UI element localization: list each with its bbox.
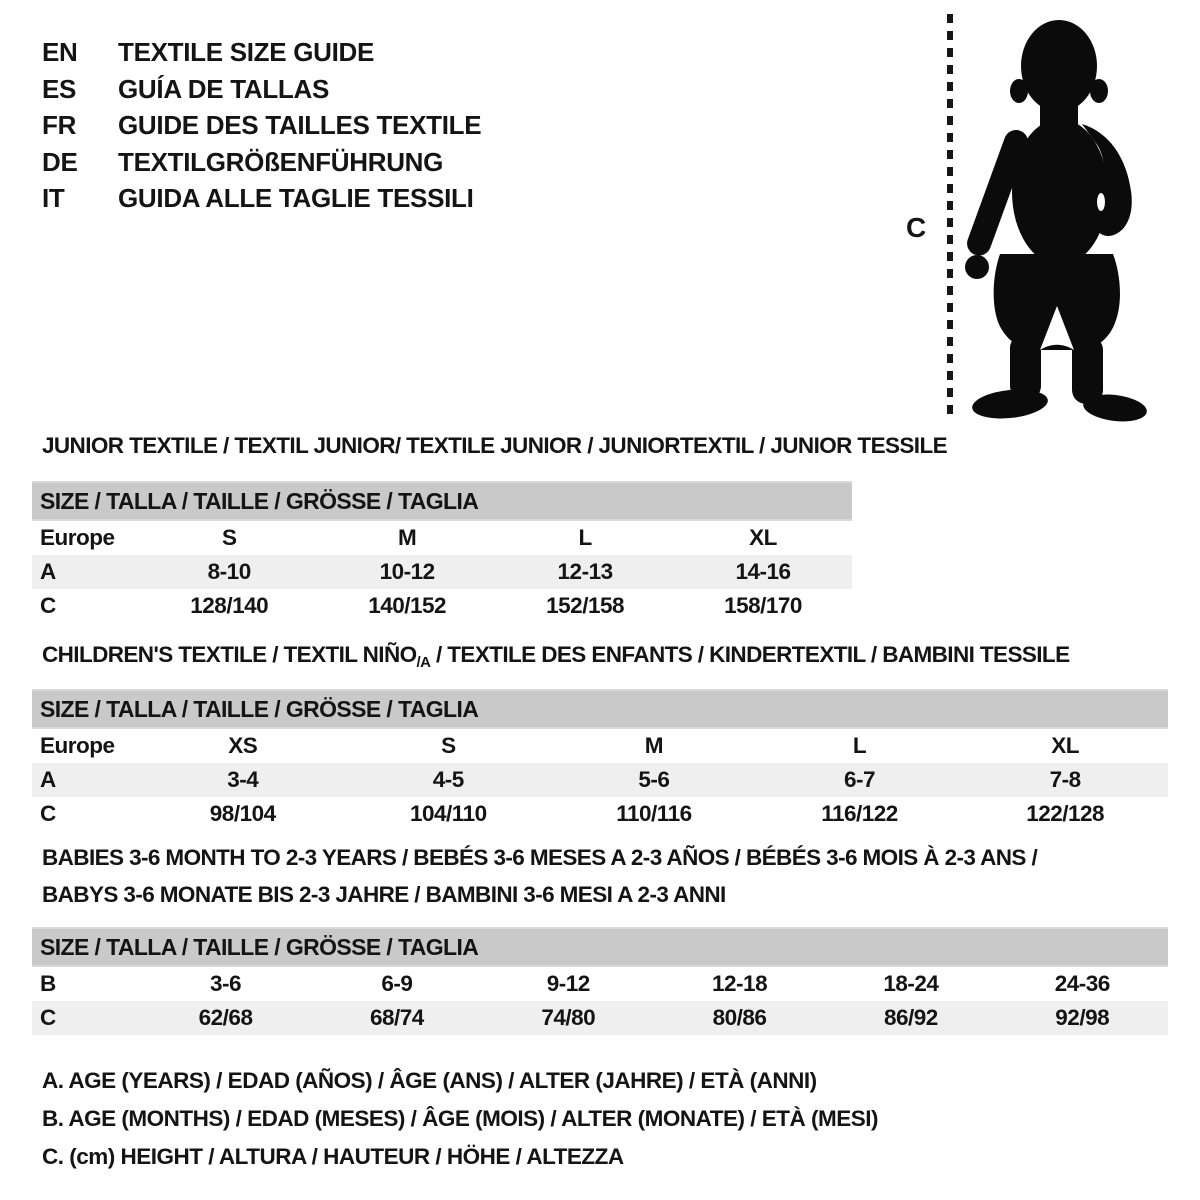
- size-cell: 3-4: [227, 767, 259, 792]
- size-cell: 116/122: [821, 801, 898, 826]
- children-row-height: [32, 797, 1168, 831]
- size-cell: 14-16: [735, 559, 791, 584]
- size-cell: 110/116: [616, 801, 692, 826]
- size-cell: M: [644, 733, 664, 758]
- row-label: A: [40, 767, 56, 792]
- junior-row-age: [32, 555, 852, 589]
- size-header-band: [32, 927, 1168, 967]
- size-cell: 158/170: [724, 593, 802, 618]
- children-title-pre: CHILDREN'S TEXTILE / TEXTIL NIÑO: [42, 642, 417, 667]
- language-row-es: [42, 71, 481, 108]
- children-title-sub: /A: [416, 654, 431, 671]
- height-measure-label: C: [906, 212, 926, 243]
- size-cell: 5-6: [638, 767, 670, 792]
- row-label: Europe: [40, 525, 115, 550]
- size-cell: 140/152: [368, 593, 447, 618]
- babies-size-table: [32, 927, 1168, 1035]
- language-row-fr: [42, 107, 481, 144]
- row-label: B: [40, 971, 56, 996]
- size-cell: L: [578, 525, 592, 550]
- size-cell: 98/104: [209, 801, 276, 826]
- size-cell: 62/68: [198, 1005, 253, 1030]
- language-row-it: [42, 180, 481, 217]
- size-cell: 122/128: [1026, 801, 1105, 826]
- guide-title: GUÍA DE TALLAS: [118, 73, 330, 104]
- size-cell: XL: [1051, 733, 1080, 758]
- size-cell: 12-18: [712, 971, 768, 996]
- footnote-age-years: A. AGE (YEARS) / EDAD (AÑOS) / ÂGE (ANS) / ALTER (JAHRE) / ETÀ (ANNI): [42, 1068, 817, 1093]
- row-label: C: [40, 1005, 56, 1030]
- language-code: FR: [42, 110, 77, 140]
- size-cell: 8-10: [207, 559, 251, 584]
- language-code: DE: [42, 146, 78, 177]
- junior-row-height: [32, 589, 852, 623]
- size-cell: M: [398, 525, 417, 550]
- children-row-age: [32, 763, 1168, 797]
- babies-section-title-line2: BABYS 3-6 MONATE BIS 2-3 JAHRE / BAMBINI 3-6 MESI A 2-3 ANNI: [42, 882, 726, 907]
- row-label: A: [40, 559, 56, 584]
- size-header-label: SIZE / TALLA / TAILLE / GRÖSSE / TAGLIA: [40, 487, 479, 514]
- size-cell: S: [221, 525, 237, 550]
- guide-title: GUIDE DES TAILLES TEXTILE: [118, 110, 482, 140]
- size-cell: 74/80: [541, 1005, 596, 1030]
- language-title-list: [42, 34, 481, 217]
- size-cell: 24-36: [1054, 971, 1110, 996]
- row-label: C: [40, 593, 56, 618]
- size-cell: 7-8: [1049, 767, 1081, 792]
- size-cell: 92/98: [1055, 1005, 1110, 1030]
- legend-footnotes: [42, 1062, 878, 1176]
- size-cell: 86/92: [883, 1005, 938, 1030]
- footnote-height-cm: C. (cm) HEIGHT / ALTURA / HAUTEUR / HÖHE / ALTEZZA: [42, 1144, 624, 1169]
- size-cell: 6-9: [381, 971, 413, 996]
- language-code: ES: [42, 73, 77, 104]
- guide-title: TEXTILE SIZE GUIDE: [118, 37, 375, 67]
- size-cell: 9-12: [546, 971, 590, 996]
- size-cell: XL: [749, 525, 777, 550]
- size-header-band: [32, 481, 852, 521]
- junior-row-europe: [32, 521, 852, 555]
- size-cell: 104/110: [410, 801, 487, 826]
- children-section-title: [42, 642, 1070, 671]
- babies-row-height: [32, 1001, 1168, 1035]
- size-cell: 128/140: [190, 593, 269, 618]
- babies-section-title-line1: BABIES 3-6 MONTH TO 2-3 YEARS / BEBÉS 3-6 MESES A 2-3 AÑOS / BÉBÉS 3-6 MOIS À 2-3 ANS /: [42, 845, 1038, 870]
- size-cell: XS: [228, 733, 258, 758]
- size-cell: 18-24: [883, 971, 939, 996]
- size-cell: 4-5: [432, 767, 464, 792]
- size-cell: 68/74: [369, 1005, 424, 1030]
- size-header-band: [32, 689, 1168, 729]
- language-row-en: [42, 34, 481, 71]
- toddler-silhouette-icon: [960, 16, 1150, 422]
- row-label: C: [40, 801, 56, 826]
- language-code: IT: [42, 183, 65, 213]
- size-cell: 3-6: [210, 971, 242, 996]
- size-header-label: SIZE / TALLA / TAILLE / GRÖSSE / TAGLIA: [40, 695, 479, 722]
- guide-title: TEXTILGRÖßENFÜHRUNG: [118, 146, 444, 177]
- height-measure-dashed-line: [947, 14, 953, 416]
- size-header-label: SIZE / TALLA / TAILLE / GRÖSSE / TAGLIA: [40, 933, 479, 960]
- junior-size-table: [32, 481, 852, 623]
- row-label: Europe: [40, 733, 115, 758]
- babies-row-months: [32, 967, 1168, 1001]
- guide-title: GUIDA ALLE TAGLIE TESSILI: [118, 183, 474, 213]
- size-cell: 152/158: [546, 593, 624, 618]
- size-cell: L: [852, 733, 867, 758]
- size-cell: 12-13: [557, 559, 613, 584]
- size-cell: S: [441, 733, 456, 758]
- children-size-table: [32, 689, 1168, 831]
- size-cell: 80/86: [712, 1005, 767, 1030]
- children-title-post: / TEXTILE DES ENFANTS / KINDERTEXTIL / BAMBINI TESSILE: [430, 642, 1070, 667]
- language-row-de: [42, 144, 481, 181]
- junior-section-title: JUNIOR TEXTILE / TEXTIL JUNIOR/ TEXTILE JUNIOR / JUNIORTEXTIL / JUNIOR TESSILE: [42, 433, 947, 458]
- children-row-europe: [32, 729, 1168, 763]
- size-cell: 6-7: [844, 767, 876, 792]
- footnote-age-months: B. AGE (MONTHS) / EDAD (MESES) / ÂGE (MOIS) / ALTER (MONATE) / ETÀ (MESI): [42, 1106, 878, 1131]
- language-code: EN: [42, 37, 78, 67]
- size-cell: 10-12: [379, 559, 435, 584]
